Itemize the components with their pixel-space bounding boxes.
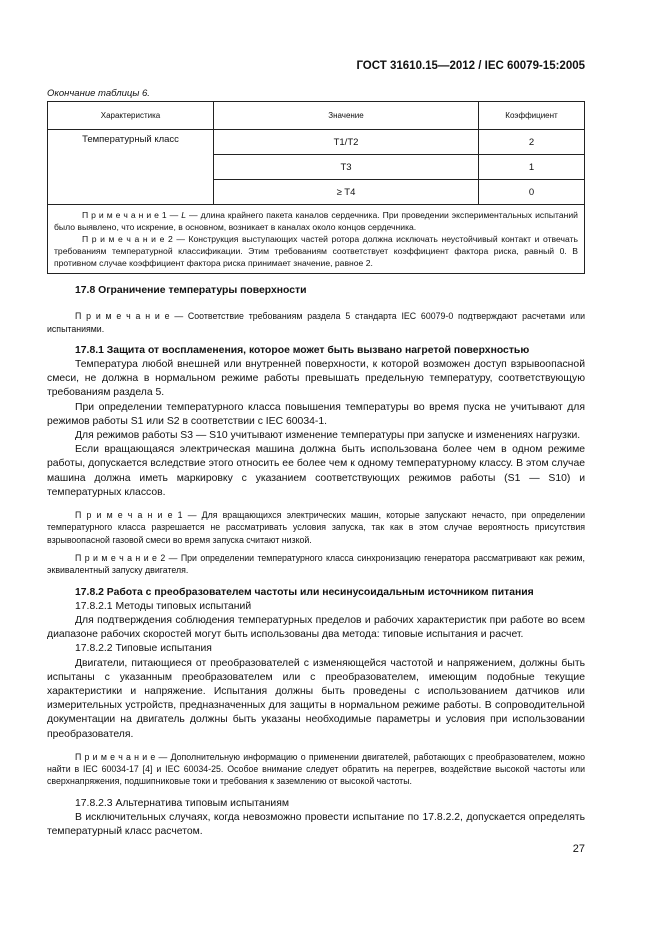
table-notes-row	[48, 205, 585, 274]
note-17-8-2-2: П р и м е ч а н и е — Дополнительную информацию о применении двигателей, работающих с преобразователем, можно найти в IEC 60034-17 [4] и IEC 60034-25. Особое внимание следует обратить на перегрев, воздействие высокой частоты или сверхнапряжения, подшипниковые токи и требования к заземлению от высокой частоты.	[47, 751, 585, 787]
cell-coefficient: 1	[479, 155, 585, 180]
row-label: Температурный класс	[48, 130, 214, 205]
paragraph: Если вращающаяся электрическая машина должна быть использована более чем в одном режиме работы, допускается вследствие этого относить ее более чем к одному температурному классу. В этом случае машина должна иметь маркировку с указанием соответствующих режимов работы (S1 — S10) и температурных классов.	[47, 444, 585, 498]
col-header-coefficient: Коэффициент	[479, 102, 585, 130]
section-heading-17-8-1: 17.8.1 Защита от воспламенения, которое может быть вызвано нагретой поверхностью	[75, 344, 530, 356]
section-heading-17-8: 17.8 Ограничение температуры поверхности	[75, 285, 307, 296]
table-note-1: П р и м е ч а н и е 1 — L — длина крайнего пакета каналов сердечника. При проведении экспериментальных испытаний было выявлено, что искрение, в основном, возникает в каналах около концов сердечника.	[54, 210, 578, 232]
subsection-title-17-8-2-3: 17.8.2.3 Альтернатива типовым испытаниям	[75, 797, 289, 809]
paragraph: Для режимов работы S3 — S10 учитывают изменение температуры при запуске и изменениях нагрузки.	[75, 430, 581, 442]
table-6	[47, 101, 585, 274]
paragraph: Температура любой внешней или внутренней поверхности, к которой возможен доступ взрывоопасной смеси, не должна в нормальном режиме работы превышать предельную температуру, соответствующую требованиям раздела 5.	[47, 359, 585, 399]
section-heading-17-8-2: 17.8.2 Работа с преобразователем частоты или несинусоидальным источником питания	[75, 586, 534, 598]
cell-value: T3	[214, 155, 479, 180]
document-header: ГОСТ 31610.15—2012 / IEC 60079-15:2005	[356, 60, 585, 72]
table-notes	[48, 205, 585, 274]
table-row	[48, 130, 585, 155]
note-17-8-1-1: П р и м е ч а н и е 1 — Для вращающихся электрических машин, которые запускают нечасто, при определении температурного класса разрешается не рассматривать условия запуска, так как в этом случае вероятность присутствия взрывоопасной газовой смеси во время запуска считают низкой.	[47, 510, 585, 545]
cell-coefficient: 0	[479, 180, 585, 205]
main-content	[47, 284, 585, 839]
col-header-characteristic: Характеристика	[48, 102, 214, 130]
paragraph: Двигатели, питающиеся от преобразователей с изменяющейся частотой и напряжением, должны быть испытаны с указанным преобразователем или с преобразователем, имеющим подобные текущие характеристики и напряжение. Испытания должны быть проведены с использованием датчиков или измерительных устройств, предназначенных для защиты в нормальном режиме работы. В сопроводительной документации на двигатель должны быть указаны необходимые параметры и условия при использовании преобразователя.	[47, 657, 585, 740]
subsection-title-17-8-2-2: 17.8.2.2 Типовые испытания	[75, 643, 212, 655]
cell-coefficient: 2	[479, 130, 585, 155]
note-17-8: П р и м е ч а н и е — Соответствие требованиям раздела 5 стандарта IEC 60079-0 подтверждают расчетами или испытаниями.	[47, 311, 585, 334]
table-caption: Окончание таблицы 6.	[47, 88, 150, 99]
subsection-title-17-8-2-1: 17.8.2.1 Методы типовых испытаний	[75, 600, 252, 612]
note-17-8-1-2: П р и м е ч а н и е 2 — При определении температурного класса синхронизацию генератора рассматривают как режим, эквивалентный запуску двигателя.	[47, 552, 585, 576]
cell-value: ≥ T4	[214, 180, 479, 205]
col-header-value: Значение	[214, 102, 479, 130]
table-header-row	[48, 102, 585, 130]
cell-value: T1/T2	[214, 130, 479, 155]
paragraph: При определении температурного класса повышения температуры во время пуска не учитывают для режимов работы S1 или S2 в соответствии с IEC 60034-1.	[47, 401, 585, 427]
paragraph: В исключительных случаях, когда невозможно провести испытание по 17.8.2.2, допускается определять температурный класс расчетом.	[47, 811, 585, 838]
page-number: 27	[572, 843, 585, 855]
table-note-2: П р и м е ч а н и е 2 — Конструкция выступающих частей ротора должна исключать неустойчивый контакт и отвечать требованиям температурной классификации. Этим требованиям соответствует коэффициент фактора риска, равный 0. В противном случае коэффициент фактора риска принимает значение, равное 2.	[54, 234, 578, 268]
paragraph: Для подтверждения соблюдения температурных пределов и рабочих характеристик при работе во всем диапазоне рабочих скоростей могут быть использованы два метода: типовые испытания и расчет.	[47, 614, 585, 641]
